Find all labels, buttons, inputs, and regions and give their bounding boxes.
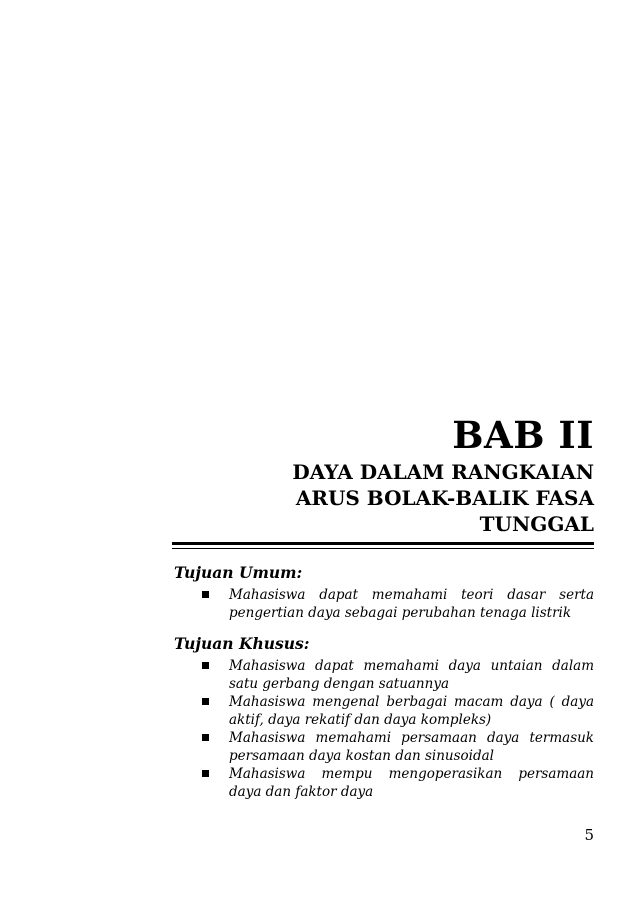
chapter-title-line: TUNGGAL [479,512,594,536]
general-objectives-heading: Tujuan Umum: [174,563,303,582]
general-objectives-list [202,586,594,622]
list-item [202,586,594,622]
title-divider-thin [172,548,594,549]
list-item-text: Mahasiswa mempu mengoperasikan persamaan daya dan faktor daya [229,766,594,800]
square-bullet-icon [202,698,209,705]
list-item-text: Mahasiswa mengenal berbagai macam daya ( daya aktif, daya rekatif dan daya kompleks) [229,694,594,728]
square-bullet-icon [202,734,209,741]
square-bullet-icon [202,662,209,669]
list-item-text: Mahasiswa dapat memahami daya untaian dalam satu gerbang dengan satuannya [229,658,594,692]
specific-objectives-heading: Tujuan Khusus: [174,634,310,653]
list-item [202,657,594,693]
list-item-text: Mahasiswa memahami persamaan daya termasuk persamaan daya kostan dan sinusoidal [229,730,594,764]
page-number: 5 [584,826,594,844]
specific-objectives-list [202,657,594,801]
square-bullet-icon [202,770,209,777]
list-item [202,693,594,729]
title-divider-thick [172,542,594,545]
chapter-title-line: ARUS BOLAK-BALIK FASA [295,486,594,510]
list-item [202,765,594,801]
chapter-title-line: DAYA DALAM RANGKAIAN [292,460,594,484]
list-item-text: Mahasiswa dapat memahami teori dasar serta pengertian daya sebagai perubahan tenaga listrik [229,587,594,621]
square-bullet-icon [202,591,209,598]
chapter-title [292,459,594,537]
list-item [202,729,594,765]
chapter-label: BAB II [452,413,594,457]
